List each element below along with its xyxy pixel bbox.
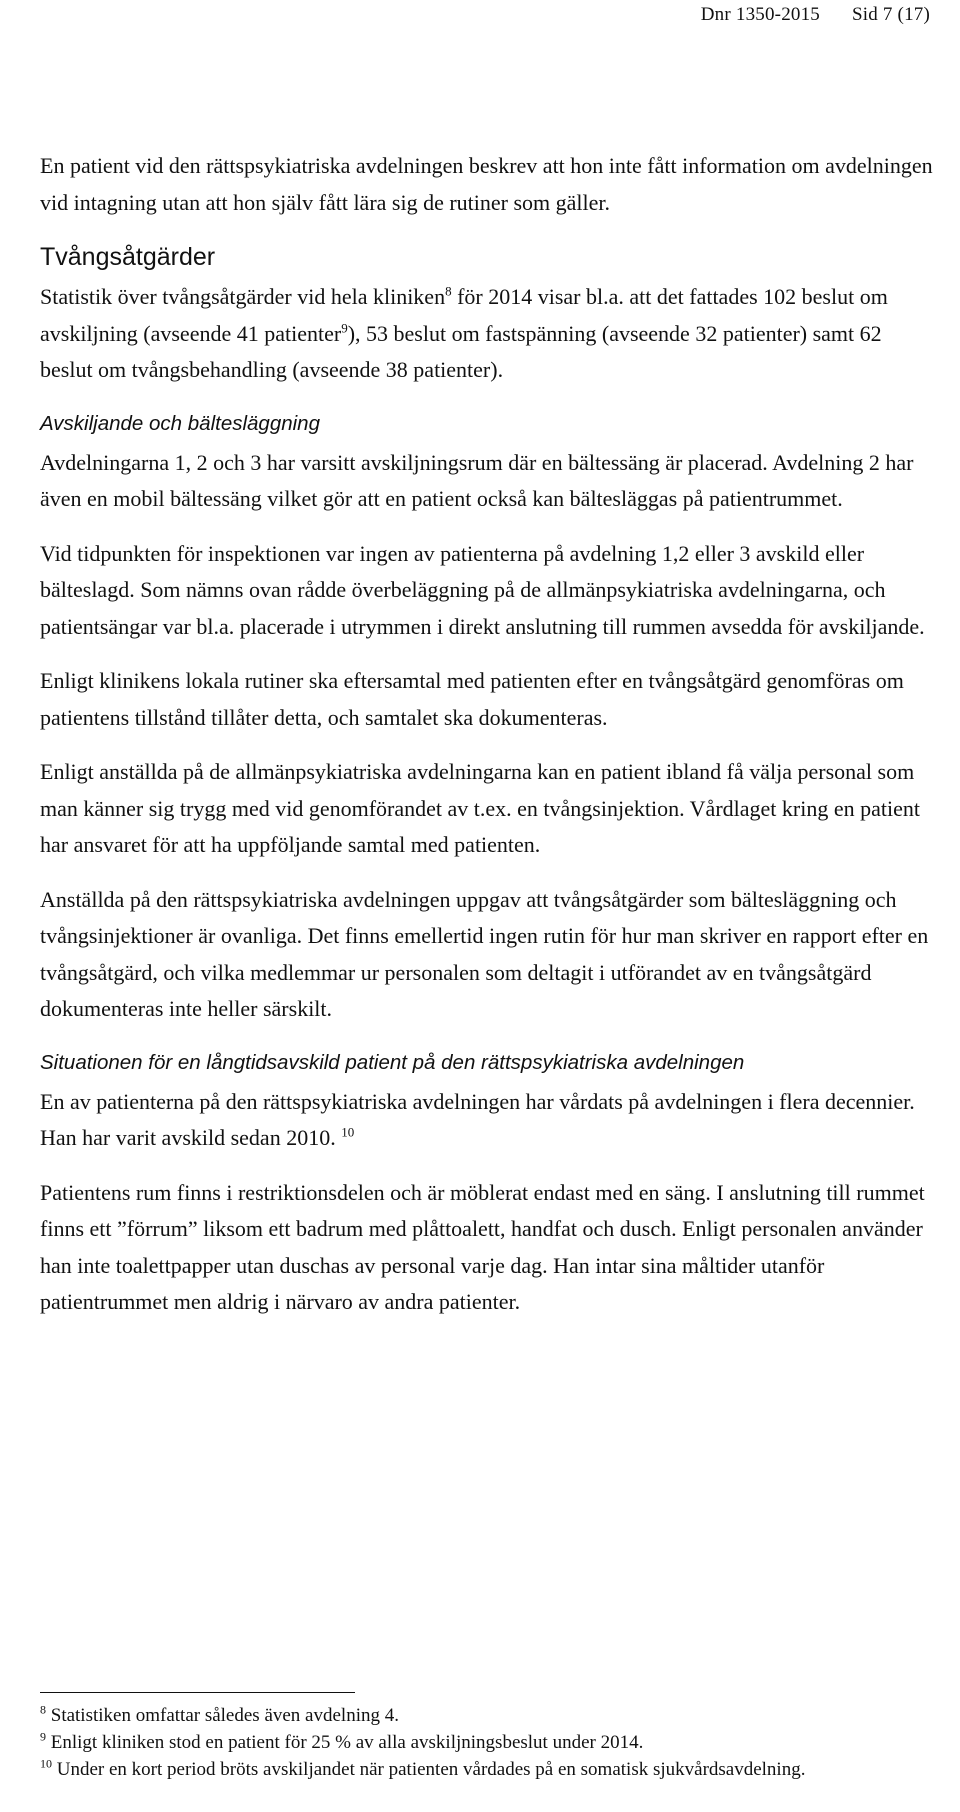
- footnote-divider: [40, 1692, 355, 1693]
- footnote-ref-10: 10: [341, 1124, 355, 1140]
- footnote-ref-9: 9: [341, 320, 348, 336]
- footnote-text: Statistiken omfattar således även avdelning 4.: [50, 1705, 399, 1726]
- footnote-10: [40, 1756, 930, 1783]
- document-body: [40, 148, 935, 1339]
- footnote-9: [40, 1729, 930, 1756]
- footnote-number: 9: [40, 1729, 46, 1744]
- footnote-text: Enligt kliniken stod en patient för 25 % av alla avskiljningsbeslut under 2014.: [50, 1732, 644, 1753]
- footnote-text: Under en kort period bröts avskiljandet när patienten vårdades på en somatisk sjukvårdsavdelning.: [56, 1759, 806, 1780]
- paragraph-patient-room: Patientens rum finns i restriktionsdelen och är möblerat endast med en säng. I anslutning till rummet finns ett ”förrum” liksom ett badrum med plåttoalett, handfat och dusch. Enligt personalen använder han inte toalettpapper utan duschas av personal varje dag. Han intar sina måltider utanför patientrummet men aldrig i närvaro av andra patienter.: [40, 1179, 925, 1314]
- footnote-8: [40, 1702, 930, 1729]
- statistics-text-part-2: för 2014 visar bl.a. att det fattades 102 beslut om avskiljning (avseende 41 patienter: [40, 284, 888, 346]
- paragraph-patient-information: En patient vid den rättspsykiatriska avdelningen beskrev att hon inte fått information om avdelningen vid intagning utan att hon själv fått lära sig de rutiner som gäller.: [40, 153, 933, 215]
- page-number: Sid 7 (17): [852, 4, 930, 25]
- paragraph-rattspsyk-staff: Anställda på den rättspsykiatriska avdelningen uppgav att tvångsåtgärder som bältesläggning och tvångsinjektioner är ovanliga. Det finns emellertid ingen rutin för hur man skriver en rapport efter en tvångsåtgärd, och vilka medlemmar ur personalen som deltagit i utförandet av en tvångsåtgärd dokumenteras inte heller särskilt.: [40, 886, 929, 1021]
- footnotes: [40, 1702, 930, 1783]
- heading-situation-longterm: Situationen för en långtidsavskild patient på den rättspsykiatriska avdelningen: [40, 1050, 745, 1074]
- document-number: Dnr 1350-2015: [700, 4, 820, 25]
- paragraph-statistics: [40, 279, 935, 389]
- footnote-number: 8: [40, 1702, 46, 1717]
- longterm-patient-text: En av patienterna på den rättspsykiatriska avdelningen har vårdats på avdelningen i flera decennier. Han har varit avskild sedan 2010.: [40, 1088, 915, 1150]
- paragraph-avskiljningsrum: Avdelningarna 1, 2 och 3 har varsitt avskiljningsrum där en bältessäng är placerad. Avdelning 2 har även en mobil bältessäng vilket gör att en patient också kan bältesläggas på patientrummet.: [40, 449, 914, 511]
- paragraph-inspection-time: Vid tidpunkten för inspektionen var ingen av patienterna på avdelning 1,2 eller 3 avskild eller bälteslagd. Som nämns ovan rådde överbeläggning på de allmänpsykiatriska avdelningarna, och patientsängar var bl.a. placerade i utrymmen i direkt anslutning till rummen avsedda för avskiljande.: [40, 540, 925, 639]
- footnote-ref-8: 8: [445, 283, 452, 299]
- heading-tvangsatgarder: Tvångsåtgärder: [40, 243, 216, 271]
- paragraph-choose-staff: Enligt anställda på de allmänpsykiatriska avdelningarna kan en patient ibland få välja personal som man känner sig trygg med vid genomförandet av t.ex. en tvångsinjektion. Vårdlaget kring en patient har ansvaret för att ha uppföljande samtal med patienten.: [40, 759, 920, 857]
- heading-avskiljande: Avskiljande och bältesläggning: [40, 411, 320, 435]
- footnote-number: 10: [40, 1756, 52, 1771]
- page-header: [701, 4, 930, 26]
- paragraph-longterm-patient: [40, 1084, 935, 1157]
- statistics-text-part-1: Statistik över tvångsåtgärder vid hela kliniken: [40, 284, 446, 309]
- statistics-text-part-3: ), 53 beslut om fastspänning (avseende 32 patienter) samt 62 beslut om tvångsbehandling (avseende 38 patienter).: [40, 320, 882, 382]
- paragraph-eftersamtal: Enligt klinikens lokala rutiner ska eftersamtal med patienten efter en tvångsåtgärd genomföras om patientens tillstånd tillåter detta, och samtalet ska dokumenteras.: [40, 668, 904, 730]
